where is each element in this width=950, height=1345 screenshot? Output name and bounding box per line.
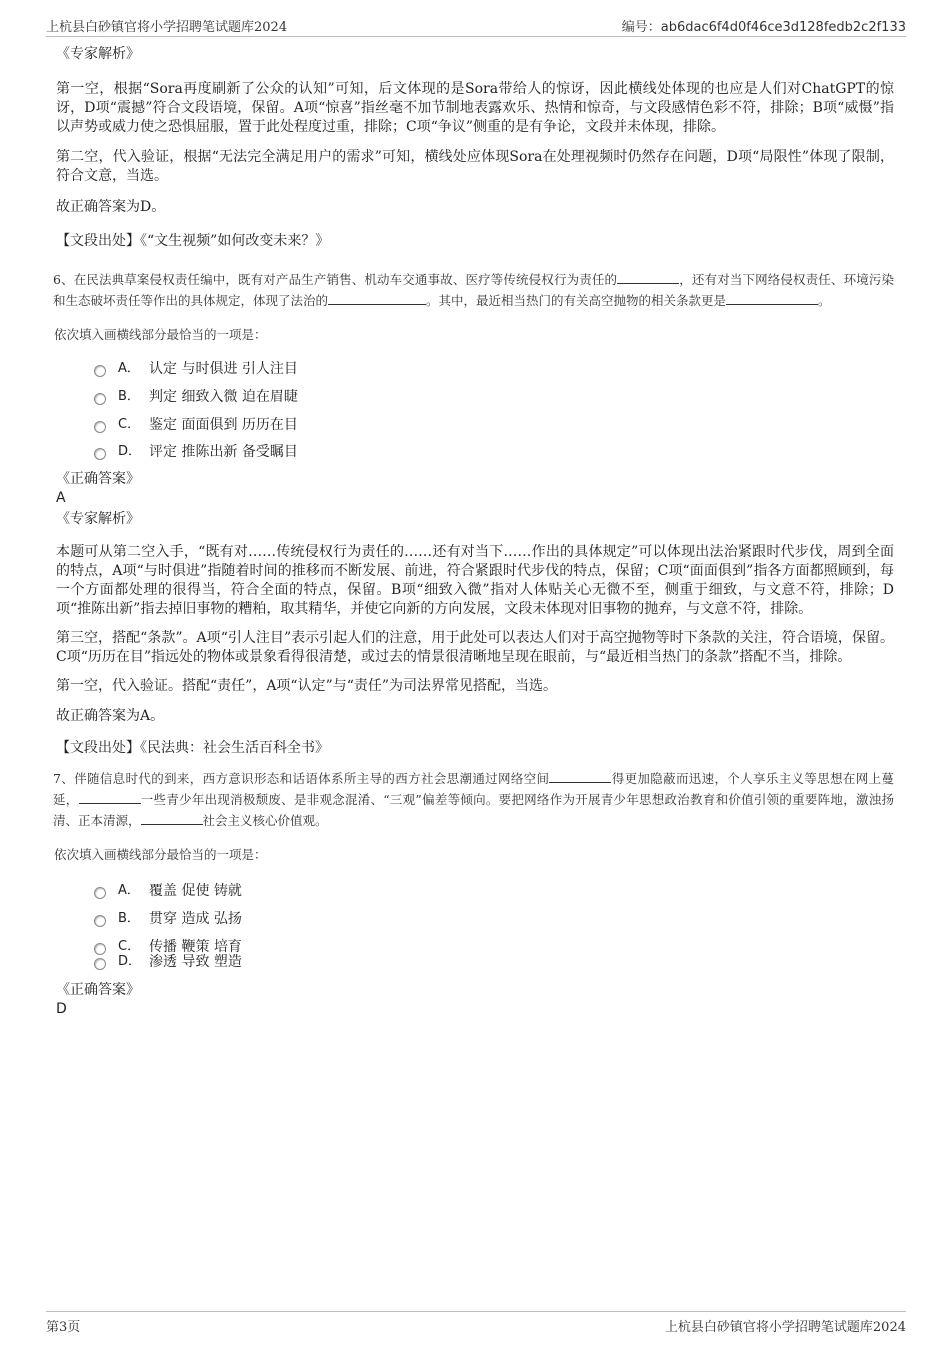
header-code-label: 编号： xyxy=(621,20,661,35)
header-title: 上杭县白砂镇官将小学招聘笔试题库2024 xyxy=(46,20,288,35)
q6-stem-part-4: 。 xyxy=(818,293,831,308)
q7-prompt: 依次填入画横线部分最恰当的一项是： xyxy=(54,847,267,862)
q5-source: 【文段出处】《“文生视频”如何改变未来？》 xyxy=(56,233,330,249)
q6-options xyxy=(94,359,894,462)
q7-option-a[interactable] xyxy=(94,881,894,901)
q5-analysis-label: 《专家解析》 xyxy=(56,46,140,62)
q7-blank-2 xyxy=(79,789,141,804)
q6-blank-2 xyxy=(328,290,426,305)
q6-source: 【文段出处】《民法典：社会生活百科全书》 xyxy=(56,740,329,756)
page-footer xyxy=(46,1311,906,1336)
radio-button-icon[interactable] xyxy=(94,365,106,377)
option-text: 鉴定 面面俱到 历历在目 xyxy=(149,417,298,433)
option-letter: D． xyxy=(118,954,142,969)
q6-blank-1 xyxy=(617,269,679,284)
q6-analysis-para-2: 第三空，搭配“条款”。A项“引人注目”表示引起人们的注意，用于此处可以表达人们对于高空抛物等时下条款的关注，符合语境，保留。C项“历历在目”指远处的物体或景象看得很清楚，或过去的情景很清晰地呈现在眼前，与“最近相当热门的条款”搭配不当，排除。 xyxy=(56,630,894,665)
option-text: 认定 与时俱进 引人注目 xyxy=(149,361,298,377)
q7-option-d[interactable] xyxy=(94,952,894,972)
option-letter: B． xyxy=(118,911,140,926)
q6-analysis-label: 《专家解析》 xyxy=(56,511,140,527)
q5-conclusion: 故正确答案为D。 xyxy=(56,199,166,215)
option-text: 贯穿 造成 弘扬 xyxy=(149,911,242,927)
q6-analysis-para-1: 本题可从第二空入手，“既有对……传统侵权行为责任的……还有对当下……作出的具体规定”可以体现出法治紧跟时代步伐，周到全面的特点，A项“与时俱进”指随着时间的推移而不断发展、前进，符合紧跟时代步伐的特点，保留；C项“面面俱到”指各方面都照顾到，每一个方面都处理的很得当，符合全面的特点，保留。B项“细致入微”指对人体贴关心无微不至，侧重于细致，与文意不符，排除；D项“推陈出新”指去掉旧事物的糟粕，取其精华，并使它向新的方向发展，文段未体现对旧事物的抛弃，与文意不符，排除。 xyxy=(56,544,894,617)
radio-button-icon[interactable] xyxy=(94,448,106,460)
q6-stem-part-1: 6、在民法典草案侵权责任编中，既有对产品生产销售、机动车交通事故、医疗等传统侵权行为责任的 xyxy=(53,272,618,287)
radio-button-icon[interactable] xyxy=(94,887,106,899)
q7-option-b[interactable] xyxy=(94,909,894,929)
q6-analysis-para-3: 第一空，代入验证。搭配“责任”，A项“认定”与“责任”为司法界常见搭配，当选。 xyxy=(56,678,558,694)
option-text: 渗透 导致 塑造 xyxy=(149,954,242,970)
q6-answer-label: 《正确答案》 xyxy=(56,471,140,487)
q7-blank-1 xyxy=(549,768,611,783)
q6-prompt: 依次填入画横线部分最恰当的一项是： xyxy=(54,327,267,342)
option-letter: A． xyxy=(118,361,140,376)
footer-title: 上杭县白砂镇官将小学招聘笔试题库2024 xyxy=(664,1320,906,1335)
radio-button-icon[interactable] xyxy=(94,915,106,927)
page-content xyxy=(53,44,894,1018)
option-letter: B． xyxy=(118,389,140,404)
option-text: 传播 鞭策 培育 xyxy=(149,939,242,955)
header-code-value: ab6dac6f4d0f46ce3d128fedb2c2f133 xyxy=(660,20,906,35)
q6-answer: A xyxy=(56,490,66,506)
q6-option-c[interactable] xyxy=(94,415,894,435)
q6-blank-3 xyxy=(726,290,818,305)
q6-stem-part-2: ，还有对当下网络侵权责任、环境污染和生态破坏责任等作出的具体规定，体现了法治的 xyxy=(53,272,894,308)
q5-analysis-para-2: 第二空，代入验证，根据“无法完全满足用户的需求”可知，横线处应体现Sora在处理视频时仍然存在问题，D项“局限性”体现了限制，符合文意，当选。 xyxy=(56,149,894,184)
q6-conclusion: 故正确答案为A。 xyxy=(56,708,165,724)
q6-option-b[interactable] xyxy=(94,387,894,407)
radio-button-icon[interactable] xyxy=(94,958,106,970)
option-text: 覆盖 促使 铸就 xyxy=(149,883,242,899)
q6-option-d[interactable] xyxy=(94,442,894,462)
q7-answer: D xyxy=(56,1001,67,1017)
q7-stem xyxy=(53,768,894,831)
q6-stem-part-3: 。其中，最近相当热门的有关高空抛物的相关条款更是 xyxy=(426,293,727,308)
option-letter: C． xyxy=(118,417,141,432)
radio-button-icon[interactable] xyxy=(94,393,106,405)
q7-options xyxy=(94,881,894,972)
option-text: 判定 细致入微 迫在眉睫 xyxy=(149,389,298,405)
option-text: 评定 推陈出新 备受瞩目 xyxy=(149,444,298,460)
option-letter: C． xyxy=(118,939,141,954)
q7-blank-3 xyxy=(141,810,203,825)
q5-analysis-para-1: 第一空，根据“Sora再度刷新了公众的认知”可知，后文体现的是Sora带给人的惊讶，因此横线处体现的也应是人们对ChatGPT的惊讶，D项“震撼”符合文段语境，保留。A项“惊喜”指丝毫不加节制地表露欢乐、热情和惊奇，与文段感情色彩不符，排除；B项“威慑”指以声势或威力使之恐惧屈服，置于此处程度过重，排除；C项“争议”侧重的是有争论，文段并未体现，排除。 xyxy=(56,81,894,135)
q7-stem-part-3: 一些青少年出现消极颓废、是非观念混淆、“三观”偏差等倾向。要把网络作为开展青少年思想政治教育和价值引领的重要阵地，激浊扬清、正本清源， xyxy=(53,792,894,828)
footer-page-number: 第3页 xyxy=(46,1320,81,1335)
radio-button-icon[interactable] xyxy=(94,421,106,433)
q7-answer-label: 《正确答案》 xyxy=(56,982,140,998)
q7-stem-part-4: 社会主义核心价值观。 xyxy=(202,813,328,828)
q6-stem xyxy=(53,269,894,311)
q6-option-a[interactable] xyxy=(94,359,894,379)
option-letter: A． xyxy=(118,883,140,898)
q7-stem-part-2: 得更加隐蔽而迅速，个人享乐主义等思想在网上蔓延， xyxy=(53,771,894,807)
page-header xyxy=(46,14,906,37)
option-letter: D． xyxy=(118,444,142,459)
header-code xyxy=(622,16,906,35)
q7-stem-part-1: 7、伴随信息时代的到来，西方意识形态和话语体系所主导的西方社会思潮通过网络空间 xyxy=(53,771,550,786)
